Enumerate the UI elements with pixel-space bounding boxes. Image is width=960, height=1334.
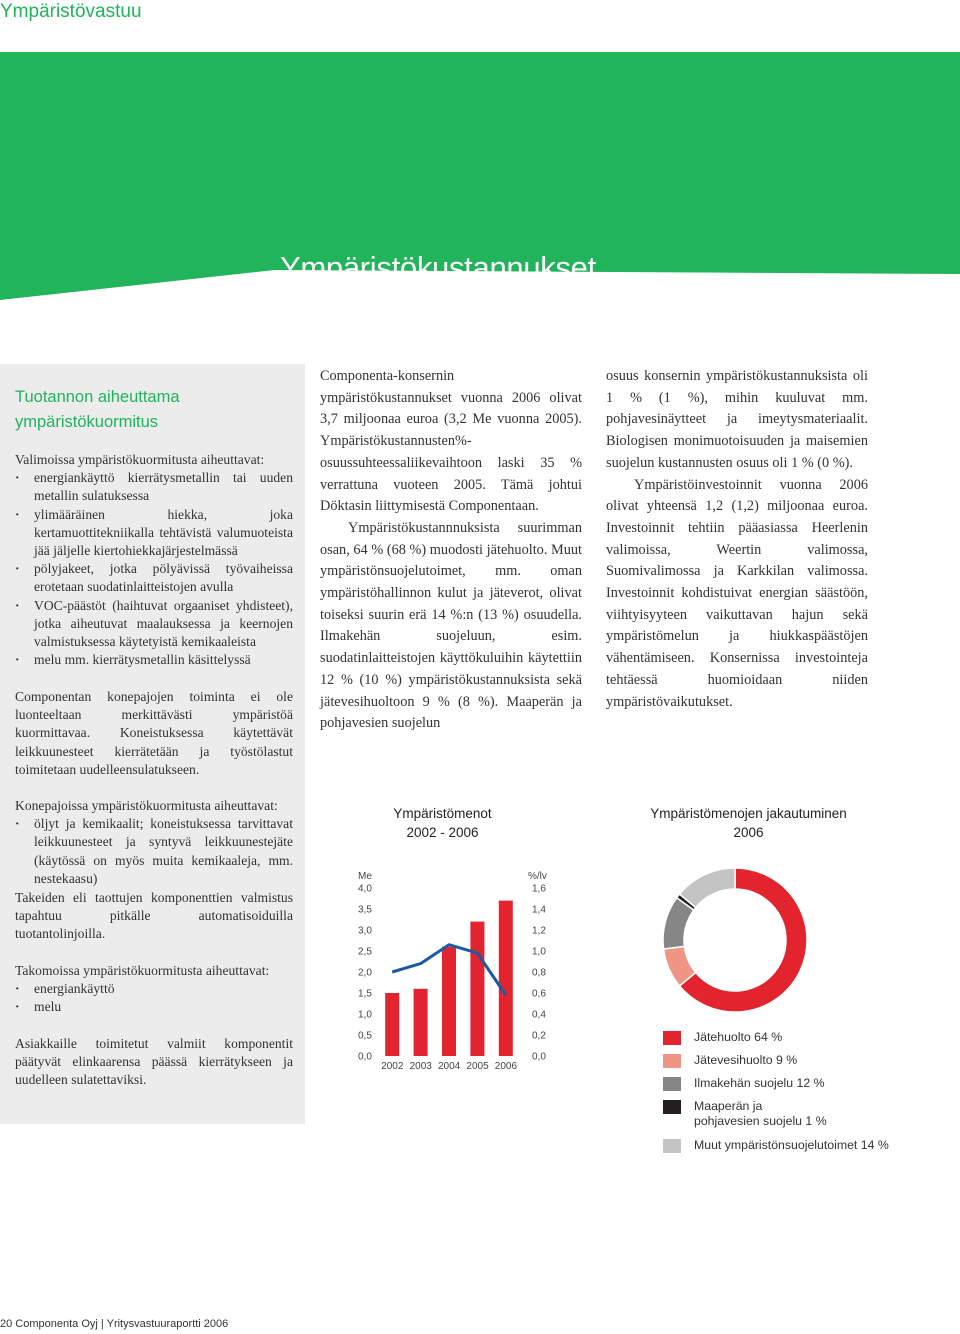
col3-paragraph-2: Ympäristöinvestoinnit vuonna 2006 olivat yhteensä 1,2 (1,2) miljoonaa euroa. Investoinnit tehtiin pääasiassa Heerlenin valimoissa, Weertin valimossa, Suomivalimossa ja Karkkilan valimossa. Investoinnit kohdistuivat energian säästöön, viihtyisyyteen vaikuttavan hajun sekä ympäristömelun ja hiukkaspäästöjen vähentämiseen. Konsernissa investointeja tehtäessä huomioidaan niiden ympäristövaikutukset.: [606, 476, 868, 710]
y-tick-left: 0,5: [358, 1030, 372, 1042]
forge-section: [15, 962, 293, 1017]
box-heading: Tuotannon aiheuttama ympäristökuormitus: [15, 388, 180, 431]
y-tick-left: 4,0: [358, 883, 372, 895]
workshop-intro: Konepajoissa ympäristökuormitusta aiheuttavat:: [15, 798, 278, 813]
y-tick-left: 3,0: [358, 925, 372, 937]
bar-chart-title: [340, 804, 545, 842]
legend-swatch: [663, 1077, 681, 1091]
legend-swatch: [663, 1100, 681, 1114]
y-tick-left: 1,0: [358, 1009, 372, 1021]
legend-label-line: Maaperän ja: [694, 1099, 763, 1113]
bar-2003: [414, 989, 428, 1056]
page-title: Ympäristökustannukset: [280, 250, 596, 285]
x-tick-label: 2006: [494, 1061, 518, 1072]
y-tick-left: 2,0: [358, 967, 372, 979]
recycling-paragraph: Asiakkaille toimitetut valmiit komponentit päätyvät elinkaarensa päässä kierrätykseen ja uudelleen sulatettaviksi.: [15, 1036, 293, 1088]
legend-label: Jätehuolto 64 %: [694, 1030, 783, 1044]
foundry-bullet: · energiankäyttö kierrätysmetallin tai uuden metallin sulatuksessa: [15, 469, 293, 505]
legend-label: Muut ympäristönsuojelutoimet 14 %: [694, 1138, 889, 1152]
y-tick-right: 0,0: [532, 1051, 546, 1063]
y-tick-right: 0,8: [532, 967, 546, 979]
bar-2006: [499, 901, 513, 1056]
forge-paragraph: Takeiden eli taottujen komponenttien valmistus tapahtuu pitkälle automatisoiduilla tuotantolinjoilla.: [15, 890, 293, 942]
y-tick-right: 0,2: [532, 1030, 546, 1042]
foundry-intro: Valimoissa ympäristökuormitusta aiheuttavat:: [15, 452, 265, 467]
y-axis-left-label: Me: [358, 871, 372, 882]
legend-swatch: [663, 1139, 681, 1153]
legend-swatch: [663, 1031, 681, 1045]
y-tick-right: 1,0: [532, 946, 546, 958]
foundry-bullet: · pölyjakeet, jotka pölyävissä työvaiheissa erotetaan suodatinlaitteistojen avulla: [15, 560, 293, 596]
workshop-bullet: · öljyt ja kemikaalit; koneistuksessa tarvittavat leikkuunesteet ja syntyvä leikkuunestejäte (käytössä on myös muita kemikaaleja, mm. nestekaasu): [15, 815, 293, 888]
col2-paragraph-2: Ympäristökustannnuksista suurimman osan, 64 % (68 %) muodosti jätehuolto. Muut ympäristönsuojelutoimet, mm. oman ympäristöhallinnon kulut ja jäteverot, olivat toiseksi suurin erä 14 %:n (13 %) osuudella. Ilmakehän suojeluun, esim. suodatinlaitteistojen käyttökuluihin käytettiin 12 % (10 %) ympäristökustannuksista sekä jätevesihuoltoon 9 % (8 %). Maaperän ja pohjavesien suojelun: [320, 519, 582, 732]
workshop-paragraph: Componentan konepajojen toiminta ei ole luonteeltaan merkittävästi ympäristöä kuormittavaa. Koneistuksessa käytettävät leikkuunesteet kierrätetään ja työstölastut toimitetaan uudelleensulatukseen.: [15, 689, 293, 777]
workshop-section: [15, 797, 293, 888]
bar-2005: [470, 922, 484, 1056]
donut-chart: [660, 865, 810, 1015]
forge-intro: Takomoissa ympäristökuormitusta aiheuttavat:: [15, 963, 270, 978]
donut-slice-4: [680, 868, 735, 907]
y-tick-left: 2,5: [358, 946, 372, 958]
y-tick-right: 1,4: [532, 904, 546, 916]
legend-label-line: pohjavesien suojelu 1 %: [694, 1114, 827, 1128]
foundry-bullet: · VOC-päästöt (haihtuvat orgaaniset yhdisteet), jotka aiheutuvat maalauksessa ja keernojen valmistuksessa käytetyistä kemikaaleista: [15, 597, 293, 652]
y-tick-left: 3,5: [358, 904, 372, 916]
y-axis-right-label: %/lv: [528, 871, 547, 882]
donut-chart-title-line-2: 2006: [733, 825, 764, 840]
donut-chart-title: [630, 804, 867, 842]
forge-bullet-list: [15, 980, 293, 1016]
col3-paragraph-1: osuus konsernin ympäristökustannuksista oli 1 % (1 %), mihin kuuluvat mm. pohjavesinäytteet ja imeytysmateriaalit. Biologisen monimuotoisuuden ja maisemien suojelun kustannusten osuus oli 1 % (0 %).: [606, 368, 868, 471]
legend-label: Ilmakehän suojelu 12 %: [694, 1076, 825, 1090]
legend-label: Jätevesihuolto 9 %: [694, 1053, 798, 1067]
x-tick-label: 2004: [438, 1061, 461, 1072]
col2-paragraph-1: Componenta-konsernin ympäristökustannukset vuonna 2006 olivat 3,7 miljoonaa euroa (3,2 Me vuonna 2005). Ympäristökustannusten%-osuussuhteessaliikevaihtoon laski 35 % verrattuna vuoteen 2005. Tämä johtui Döktasin liittymisestä Componentaan.: [320, 368, 582, 515]
x-tick-label: 2002: [381, 1061, 404, 1072]
text-column-2: [320, 366, 582, 735]
y-tick-right: 0,4: [532, 1009, 546, 1021]
x-tick-label: 2003: [409, 1061, 432, 1072]
y-tick-left: 1,5: [358, 988, 372, 1000]
y-tick-right: 0,6: [532, 988, 546, 1000]
text-column-3: [606, 366, 868, 713]
bar-chart-title-line-1: Ympäristömenot: [393, 806, 492, 821]
x-tick-label: 2005: [466, 1061, 489, 1072]
forge-bullet: · melu: [15, 998, 293, 1016]
foundry-bullet: · ylimääräinen hiekka, joka kertamuottitekniikalla tehtävistä valumuoteista jää jäljelle kiertohiekkajärjestelmässä: [15, 506, 293, 561]
y-tick-right: 1,2: [532, 925, 546, 937]
foundry-bullet-list: [15, 469, 293, 669]
section-header: Ympäristövastuu: [0, 1, 142, 22]
legend-swatch: [663, 1054, 681, 1068]
y-tick-right: 1,6: [532, 883, 546, 895]
foundry-section: [15, 451, 293, 669]
bar-chart-title-line-2: 2002 - 2006: [406, 825, 479, 840]
foundry-bullet: · melu mm. kierrätysmetallin käsittelyssä: [15, 651, 293, 669]
page-footer: 20 Componenta Oyj | Yritysvastuuraportti 2006: [0, 1318, 229, 1330]
bar-chart: [340, 860, 570, 1075]
bar-2002: [385, 993, 399, 1056]
legend-label: [694, 1099, 827, 1129]
green-banner: [0, 52, 960, 308]
y-tick-left: 0,0: [358, 1051, 372, 1063]
forge-bullet: · energiankäyttö: [15, 980, 293, 998]
workshop-bullet-list: [15, 815, 293, 888]
bar-2004: [442, 947, 456, 1056]
donut-chart-title-line-1: Ympäristömenojen jakautuminen: [650, 806, 847, 821]
